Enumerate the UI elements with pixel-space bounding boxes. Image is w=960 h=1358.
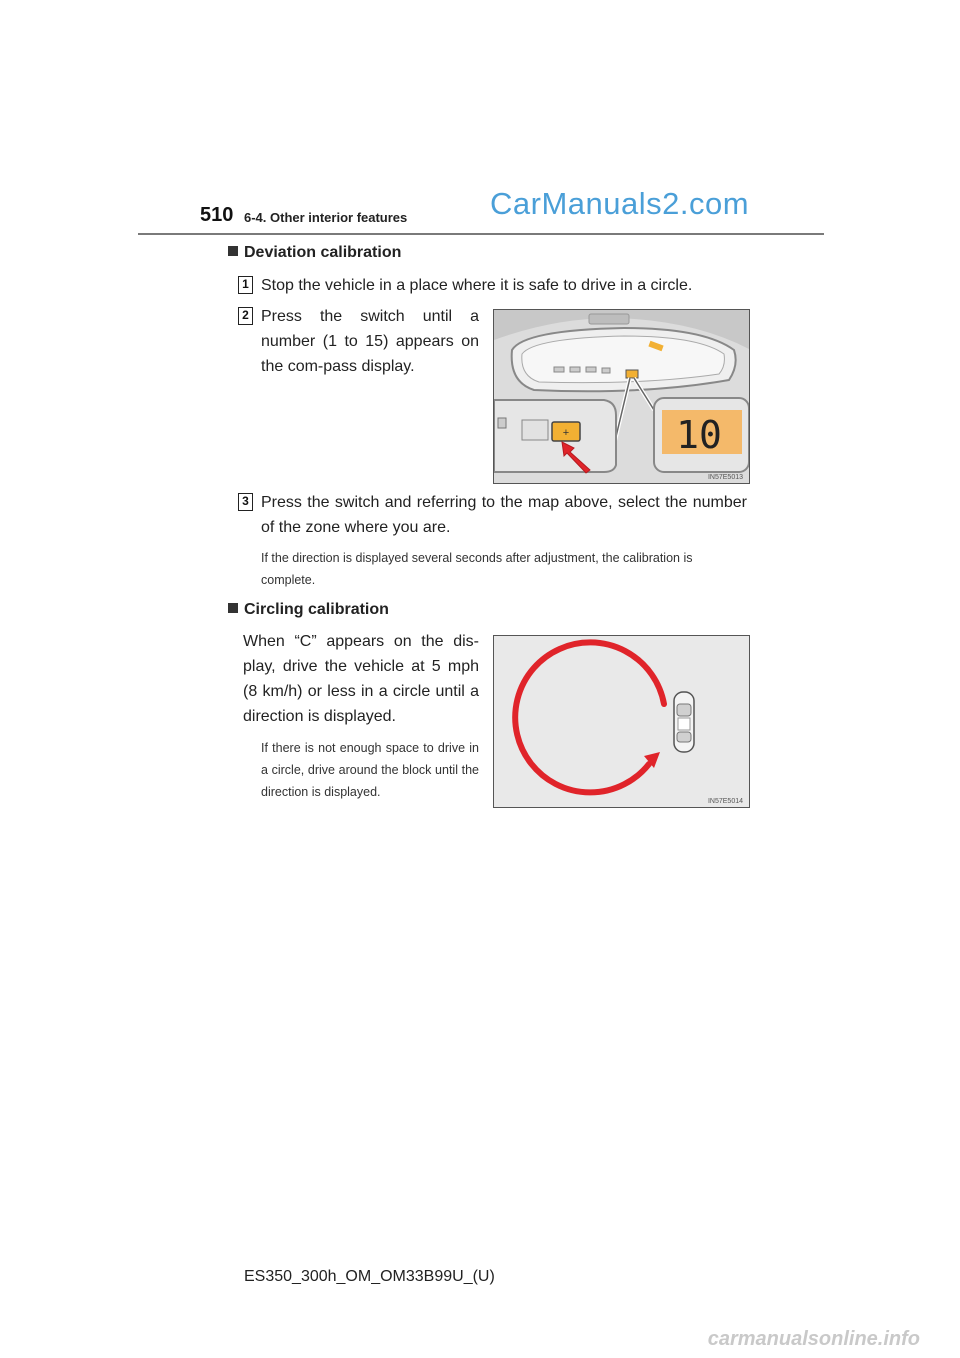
- deviation-heading: [228, 244, 401, 262]
- mirror-switch-illustration: [494, 310, 750, 484]
- watermark-logo: CarManuals2.com: [490, 186, 750, 221]
- circling-text: When “C” appears on the dis-play, drive the vehicle at 5 mph (8 km/h) or less in a circle until a direction is displayed.: [243, 633, 479, 725]
- deviation-heading-text: Deviation calibration: [244, 244, 402, 261]
- circling-note: If there is not enough space to drive in a circle, drive around the block until the direction is displayed.: [261, 741, 479, 799]
- step-badge-3: 3: [238, 493, 253, 511]
- mirror-switch-figure: [493, 309, 750, 484]
- header-rule: [138, 233, 824, 235]
- compass-display-value: 10: [676, 413, 722, 457]
- circling-figure: [493, 635, 750, 808]
- car-icon: [674, 692, 694, 752]
- step-2-text: Press the switch until a number (1 to 15) appears on the com-pass display.: [261, 308, 479, 375]
- step-1-text: Stop the vehicle in a place where it is safe to drive in a circle.: [261, 277, 693, 294]
- step-3-text: Press the switch and referring to the map above, select the number of the zone where you are.: [261, 494, 747, 536]
- figure-code-2: IN57E5014: [707, 798, 743, 805]
- square-bullet-icon: [228, 603, 238, 613]
- footer-logo: carmanualsonline.info: [707, 1328, 920, 1350]
- page-header: [0, 0, 960, 240]
- svg-text:+: +: [562, 427, 570, 439]
- circling-heading: [228, 601, 389, 619]
- figure-code-1: IN57E5013: [707, 474, 743, 481]
- step-badge-2: 2: [238, 307, 253, 325]
- page-number: 510: [200, 204, 234, 226]
- circling-illustration: [494, 636, 750, 808]
- calibration-note: If the direction is displayed several seconds after adjustment, the calibration is complete.: [261, 551, 693, 587]
- step-badge-1: 1: [238, 276, 253, 294]
- section-title: 6-4. Other interior features: [244, 210, 408, 225]
- square-bullet-icon: [228, 246, 238, 256]
- circling-heading-text: Circling calibration: [244, 601, 389, 618]
- footer-model-code: ES350_300h_OM_OM33B99U_(U): [244, 1268, 495, 1285]
